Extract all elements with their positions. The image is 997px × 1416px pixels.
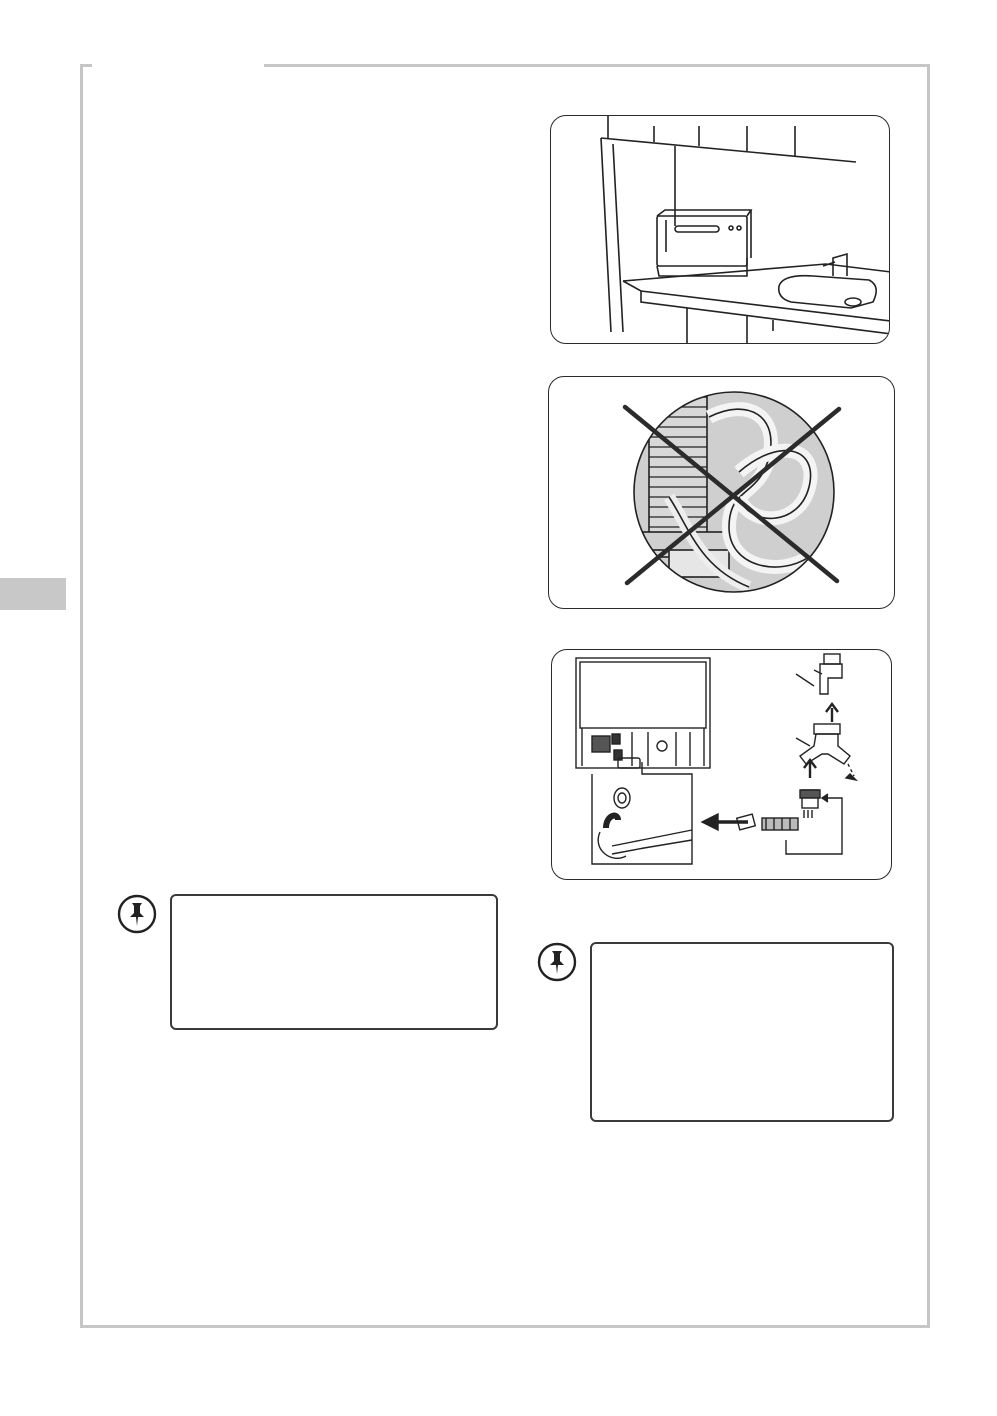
- note-box-right: [590, 942, 894, 1122]
- pushpin-icon: [536, 941, 578, 983]
- water-inlet-connection-illustration: [551, 649, 892, 880]
- kitchen-placement-illustration: [550, 115, 890, 344]
- pushpin-icon: [116, 893, 158, 935]
- note-box-left: [170, 894, 498, 1030]
- kinked-hose-prohibited-illustration: [548, 376, 895, 609]
- section-side-tab: [0, 578, 66, 610]
- header-gap: [92, 60, 264, 70]
